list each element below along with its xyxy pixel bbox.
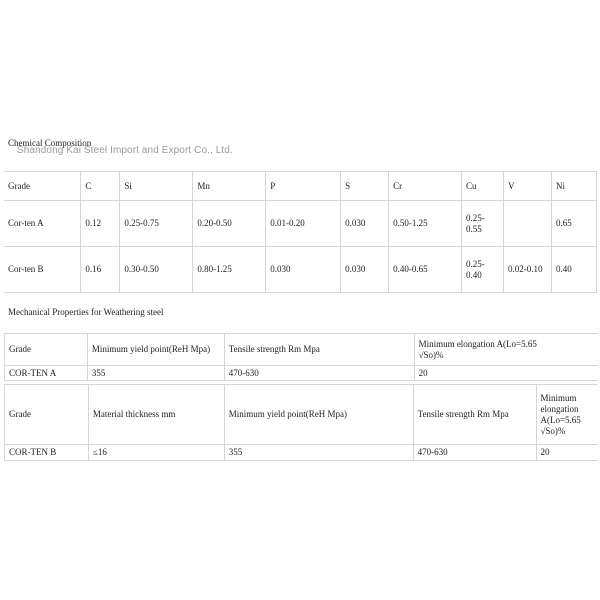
header-elongation (537, 385, 598, 445)
s-cell: 0.030 (341, 247, 389, 293)
chemical-composition-table (4, 171, 597, 293)
grade-cell: Cor-ten A (4, 201, 81, 247)
elongation-cell: 20 (414, 366, 598, 381)
p-cell: 0.01-0.20 (266, 201, 341, 247)
v-cell (504, 201, 552, 247)
header-p: P (266, 172, 341, 201)
cu-value: 0.25-0.55 (466, 212, 485, 234)
mn-cell: 0.80-1.25 (193, 247, 266, 293)
si-cell: 0.30-0.50 (120, 247, 193, 293)
cr-cell: 0.50-1.25 (389, 201, 462, 247)
mechanical-properties-title: Mechanical Properties for Weathering steel (8, 307, 164, 317)
header-s: S (341, 172, 389, 201)
header-grade: Grade (5, 385, 89, 445)
elongation-cell: 20 (537, 445, 598, 461)
header-ni: Ni (551, 172, 596, 201)
table-row (4, 201, 597, 247)
cr-cell: 0.40-0.65 (389, 247, 462, 293)
header-elongation (414, 334, 598, 366)
thickness-cell: ≤16 (88, 445, 224, 461)
v-cell: 0.02-0.10 (504, 247, 552, 293)
elongation-label: Minimum elongation A(Lo=5.65 √So)% (418, 338, 537, 360)
table-row (5, 445, 599, 461)
header-material-thickness: Material thickness mm (88, 385, 224, 445)
tensile-strength-cell: 470-630 (413, 445, 537, 461)
ni-cell: 0.65 (551, 201, 596, 247)
mechanical-a-header-row (5, 334, 599, 366)
ni-cell: 0.40 (551, 247, 596, 293)
header-yield-point: Minimum yield point(ReH Mpa) (224, 385, 413, 445)
mn-cell: 0.20-0.50 (193, 201, 266, 247)
cu-cell (462, 247, 504, 293)
header-grade: Grade (4, 172, 81, 201)
si-cell: 0.25-0.75 (120, 201, 193, 247)
chemical-header-row (4, 172, 597, 201)
header-tensile-strength: Tensile strength Rm Mpa (224, 334, 414, 366)
mechanical-b-header-row (5, 385, 599, 445)
header-c: C (81, 172, 120, 201)
yield-point-cell: 355 (87, 366, 224, 381)
chemical-composition-title: Chemical Composition (8, 138, 92, 148)
yield-point-cell: 355 (224, 445, 413, 461)
company-watermark: Shandong Kai Steel Import and Export Co., Ltd. (17, 145, 233, 156)
elongation-label: Minimum elongation A(Lo=5.65 √So)% (540, 392, 581, 436)
s-cell: 0.030 (341, 201, 389, 247)
header-cu: Cu (462, 172, 504, 201)
cu-value: 0.25-0.40 (466, 258, 485, 280)
table-row (4, 247, 597, 293)
table-row (5, 366, 599, 381)
mechanical-table-cor-ten-a (4, 333, 598, 381)
header-cr: Cr (389, 172, 462, 201)
header-tensile-strength: Tensile strength Rm Mpa (413, 385, 537, 445)
grade-cell: Cor-ten B (4, 247, 81, 293)
header-si: Si (120, 172, 193, 201)
header-grade: Grade (5, 334, 88, 366)
header-mn: Mn (193, 172, 266, 201)
grade-cell: COR-TEN B (5, 445, 89, 461)
c-cell: 0.16 (81, 247, 120, 293)
cu-cell (462, 201, 504, 247)
mechanical-table-cor-ten-b (4, 384, 598, 461)
tensile-strength-cell: 470-630 (224, 366, 414, 381)
header-yield-point: Minimum yield point(ReH Mpa) (87, 334, 224, 366)
p-cell: 0.030 (266, 247, 341, 293)
header-v: V (504, 172, 552, 201)
c-cell: 0.12 (81, 201, 120, 247)
grade-cell: COR-TEN A (5, 366, 88, 381)
